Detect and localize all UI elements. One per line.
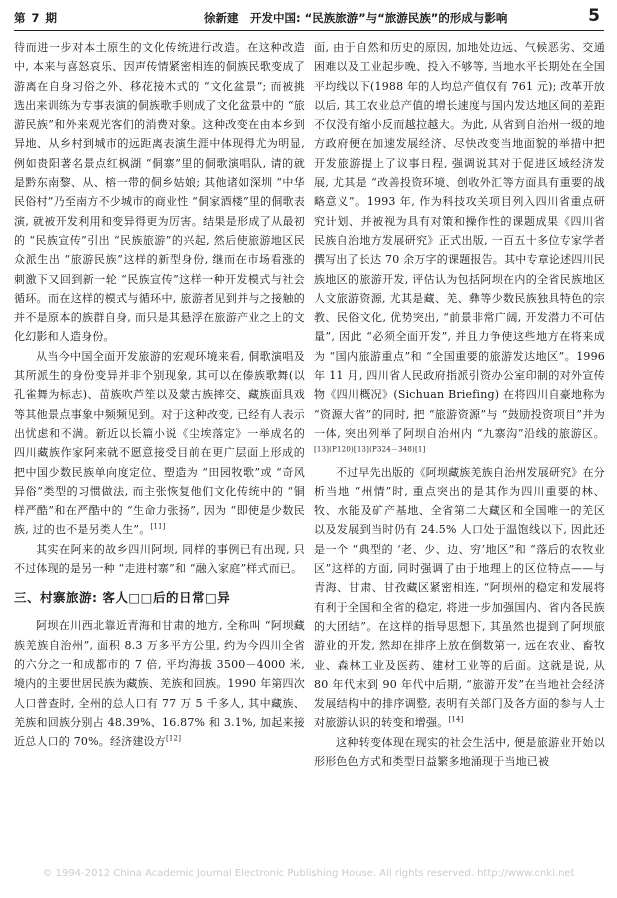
paragraph-text: 阿坝在川西北靠近青海和甘肃的地方, 全称叫 “阿坝藏族羌族自治州”, 面积 8.3 万多平方公里, 约为今四川全省的六分之一和成都市的 7 倍, 平均海拔 3500－4000 米, 境内的主要世居民族为藏族、羌族和回族。1990 年第四次人口普查时, 全州的总人口有 77 万 5 千多人, 其中藏族、羌族和回族分别占 48.39%、16.87% 和 3.1%, 加起来接近总人口的 70%。经济建设方 — [14, 619, 305, 749]
issue-label: 第 7 期 — [14, 11, 59, 25]
body-paragraph — [14, 38, 305, 347]
citation-ref: [12] — [165, 734, 182, 743]
body-paragraph — [314, 38, 605, 463]
running-title: 徐新建 开发中国: “民族旅游”与“旅游民族”的形成与影响 — [204, 11, 508, 25]
left-column — [14, 38, 305, 890]
paragraph-text: 从当今中国全面开发旅游的宏观环境来看, 侗歌演唱及其所派生的身份变异并非个别现象, 其可以在傣族歌舞(以孔雀舞为标志)、苗族吹芦笙以及蒙古族摔交、藏族面具戏等其他景点事象中频频见到。对于这种改变, 已经有人表示出忧虑和不满。新近以长篇小说《尘埃落定》一举成名的四川藏族作家阿来就不愿意接受目前在更广层面上形成的把中国少数民族单向度定位、塑造为 “田园牧歌”或 “奇风异俗”类型的习惯做法, 而主张恢复他们文化传统中的 “铜样严酷”和在严酷中的 “生命力张扬”, 因为 “即使是少数民族, 过的也不是另类人生”。 — [14, 349, 305, 537]
body-paragraph — [14, 540, 305, 579]
citation-ref: [14] — [448, 715, 464, 724]
citation-ref: [13](P324－348) — [353, 445, 415, 454]
body-paragraph — [14, 347, 305, 540]
header-rule — [14, 30, 604, 31]
citation-ref: [11] — [150, 522, 166, 531]
paragraph-text: 待而进一步对本土原生的文化传统进行改造。在这种改造中, 本来与喜怒哀乐、因声传情紧密相连的侗族民歌变成了游离在自身习俗之外、移花接木式的 “文化盆景”; 而被挑选出来训练为专事表演的侗族歌手则成了文化盆景中的 “旅游民族”和外来观光客们的消费对象。这种改变在由本乡到异地、从乡村到城市的远距离表演生涯中体现得尤为明显, 例如贵阳著名景点红枫湖 “侗寨”里的侗歌演唱队, 请的就是黔东南黎、从、榕一带的侗乡姑娘; 其他诸如深圳 “中华民俗村”乃至南方不少城市的商业性 “侗家酒楼”里的侗歌表演, 就被开发利用和变异得更为厉害。结果是形成了从最初的 “民族宣传”引出 “民族旅游”的兴起, 然后使旅游地区民众派生出 “旅游民族”这样的新型身份, 继而在市场看涨的刺激下又回到新一轮 “民族宣传”这样一种开发模式与社会循环。而在这样的模式与循环中, 旅游者见到并与之接触的并不是原本的族群自身, 而只是其悬浮在旅游产业之上的文化幻影和人造身份。 — [14, 41, 305, 344]
page-number: 5 — [588, 6, 600, 26]
section-heading: 三、村寨旅游: 客人□□后的日常□异 — [14, 590, 231, 606]
body-paragraph — [314, 733, 605, 772]
copyright-watermark: © 1994-2012 China Academic Journal Electronic Publishing House. All rights reserved. http://www.cnki.net — [42, 868, 575, 879]
citation-ref: [1] — [414, 445, 426, 454]
body-paragraph — [314, 463, 605, 733]
paragraph-text: 不过早先出版的《阿坝藏族羌族自治州发展研究》在分析当地 “州情”时, 重点突出的是其作为四川重要的林、牧、水能及矿产基地、全省第二大藏区和全国唯一的羌区以及发展到当时仍有 24.5% 人口处于温饱线以下, 因此还是一个 “典型的 ‘老、少、边、穷’地区”和 “落后的农牧业区”这样的方面, 同时强调了由于地理上的区位特点——与青海、甘肃、甘孜藏区紧密相连, “阿坝州的稳定和发展将有利于全国和全省的稳定, 将进一步加强国内、省内各民族的大团结”。在这样的指导思想下, 其虽然也提到了阿坝旅游业的开发, 然却在排序上放在倒数第一, 远在农业、畜牧业、森林工业及医药、建材工业等的后面。这就是说, 从 80 年代末到 90 年代中后期, “旅游开发”在当地社会经济发展结构中的排序调整, 表明有关部门及各方面的参与人士对旅游认识的转变和增强。 — [314, 465, 605, 730]
paragraph-text: 其实在阿来的故乡四川阿坝, 同样的事例已有出现, 只不过体现的是另一种 “走进村寨”和 “融入家庭”样式而已。 — [14, 542, 305, 576]
body-paragraph — [14, 616, 305, 751]
paragraph-text: 这种转变体现在现实的社会生活中, 便是旅游业开始以形形色色方式和类型日益繁多地涌现于当地已被 — [314, 735, 605, 768]
right-column — [314, 38, 605, 890]
citation-ref: [13](P120) — [314, 445, 354, 454]
paragraph-text: 面, 由于自然和历史的原因, 加地处边远、气候恶劣、交通困难以及工业起步晚、投入不够等, 当地水平长期处在全国平均线以下(1988 年的人均总产值仅有 761 元); 改革开放以后, 其工农业总产值的增长速度与国内发达地区间的差距不仅没有缩小反而越拉越大。为此, 从省到自治州一级的地方政府便在加速发展经济、尽快改变当地面貌的举措中把开发旅游提上了议事日程, 强调说其对于促进区域经济发展, 尤其是 “改善投资环境、创收外汇等方面具有重要的战略意义”。1993 年, 作为科技攻关项目列入四川省重点研究计划、并被视为具有对策和操作性的课题成果《四川省民族自治地方发展研究》正式出版, 一百五十多位专家学者撰写出了长达 70 余万字的课题报告。其中专章论述四川民族地区的旅游开发, 评估认为包括阿坝在内的全省民族地区人文旅游资源, 尤其是藏、羌、彝等少数民族独具特色的宗教、民俗文化, 优势突出, “前景非常广阔, 开发潜力不可估量”, 因此 “必须全面开发”, 并且力争使这些地方在将来成为 “国内旅游重点”和 “全国重要的旅游发达地区”。1996 年 11 月, 四川省人民政府指派引资办公室印制的对外宣传物《四川概况》(Sichuan Briefing) 在将四川自豪地称为 “资源大省”的同时, 把 “旅游资源”与 “鼓励投资项目”并为一体, 突出列举了阿坝自治州内 “九寨沟”沿线的旅游区。 — [314, 41, 605, 440]
